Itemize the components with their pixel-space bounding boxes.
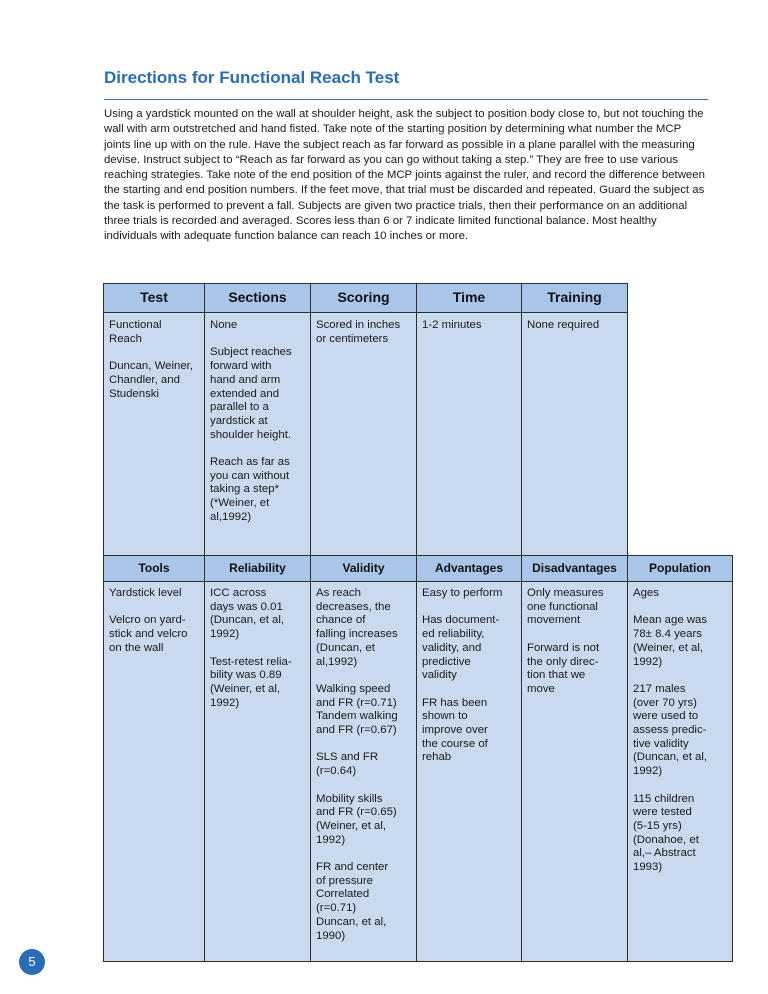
cell-paragraph: Ages	[633, 587, 659, 599]
cell-paragraph: Mobility skills and FR (r=0.65) (Weiner, et al, 1992)	[316, 792, 397, 846]
cell-sections	[205, 313, 311, 562]
cell-paragraph: Easy to perform	[422, 587, 503, 599]
cell-paragraph: Duncan, Weiner, Chandler, and Studenski	[109, 360, 193, 400]
cell-validity	[311, 582, 417, 962]
header-disadvantages: Disadvantages	[522, 556, 628, 582]
cell-advantages	[417, 582, 522, 962]
cell-paragraph: 115 children were tested (5-15 yrs) (Donahoe, et al,– Abstract 1993)	[633, 792, 699, 874]
cell-paragraph: ICC across days was 0.01 (Duncan, et al, 1992)	[210, 587, 285, 641]
cell-reliability	[205, 582, 311, 962]
cell-paragraph: As reach decreases, the chance of falling increases (Duncan, et al,1992)	[316, 587, 398, 668]
header-tools: Tools	[104, 556, 205, 582]
header-population: Population	[628, 556, 733, 582]
cell-paragraph: Has document- ed reliability, validity, and predictive validity	[422, 614, 500, 682]
cell-paragraph: FR has been shown to improve over the course of rehab	[422, 696, 488, 764]
cell-paragraph: None required	[527, 319, 600, 331]
cell-population	[628, 582, 733, 962]
header-training: Training	[522, 284, 628, 313]
intro-paragraph: Using a yardstick mounted on the wall at shoulder height, ask the subject to position body close to, but not touching the wall with arm outstretched and hand fisted. Take note of the starting position by determining what number the MCP joints line up with on the rule. Have the subject reach as far forward as possible in a plane parallel with the measuring devise. Instruct subject to “Reach as far forward as you can go without taking a step.” They are free to use various reaching strategies. Take note of the end position of the MCP joints against the ruler, and record the difference between the starting and end position numbers. If the feet move, that trial must be discarded and repeated. Guard the subject as the task is performed to prevent a fall. Subjects are given two practice trials, then their performance on an additional three trials is recorded and averaged. Scores less than 6 or 7 indicate limited functional balance. Most healthy individuals with adequate function balance can reach 10 inches or more.	[104, 108, 705, 243]
cell-scoring	[311, 313, 417, 562]
header-time: Time	[417, 284, 522, 313]
header-validity: Validity	[311, 556, 417, 582]
cell-paragraph: 1-2 minutes	[422, 319, 482, 331]
cell-paragraph: Walking speed and FR (r=0.71) Tandem walking and FR (r=0.67)	[316, 682, 398, 737]
header-test: Test	[104, 284, 205, 313]
cell-paragraph: Subject reaches forward with hand and arm extended and parallel to a yardstick at shoulder height.	[210, 346, 292, 441]
table-row	[104, 582, 733, 962]
header-advantages: Advantages	[417, 556, 522, 582]
cell-disadvantages	[522, 582, 628, 962]
cell-training	[522, 313, 628, 562]
test-properties-table	[103, 555, 733, 962]
cell-paragraph: Test-retest relia- bility was 0.89 (Weiner, et al, 1992)	[210, 655, 292, 709]
table-row	[104, 313, 628, 562]
cell-paragraph: Forward is not the only direc- tion that we move	[527, 641, 600, 695]
table-header-row	[104, 556, 733, 582]
cell-paragraph: Reach as far as you can without taking a step* (*Weiner, et al,1992)	[210, 456, 290, 523]
page-number-badge: 5	[19, 949, 45, 975]
table-header-row	[104, 284, 628, 313]
cell-paragraph: Scored in inches or centimeters	[316, 319, 401, 345]
cell-paragraph: Mean age was 78± 8.4 years (Weiner, et al, 1992)	[633, 614, 708, 668]
cell-paragraph: FR and center of pressure Correlated (r=0.71) Duncan, et al, 1990)	[316, 861, 389, 942]
cell-paragraph: 217 males (over 70 yrs) were used to assess predic- tive validity (Duncan, et al, 1992)	[633, 682, 708, 778]
cell-paragraph: SLS and FR (r=0.64)	[316, 751, 379, 778]
cell-time	[417, 313, 522, 562]
header-scoring: Scoring	[311, 284, 417, 313]
page-title: Directions for Functional Reach Test	[104, 68, 400, 87]
cell-paragraph: None	[210, 319, 238, 331]
header-sections: Sections	[205, 284, 311, 313]
cell-paragraph: Functional Reach	[109, 319, 162, 345]
header-reliability: Reliability	[205, 556, 311, 582]
cell-tools	[104, 582, 205, 962]
test-overview-table	[103, 283, 628, 562]
cell-paragraph: Only measures one functional movement	[527, 587, 604, 627]
title-underline	[104, 99, 708, 100]
cell-paragraph: Yardstick level	[109, 587, 182, 599]
cell-paragraph: Velcro on yard- stick and velcro on the wall	[109, 614, 188, 654]
cell-test	[104, 313, 205, 562]
